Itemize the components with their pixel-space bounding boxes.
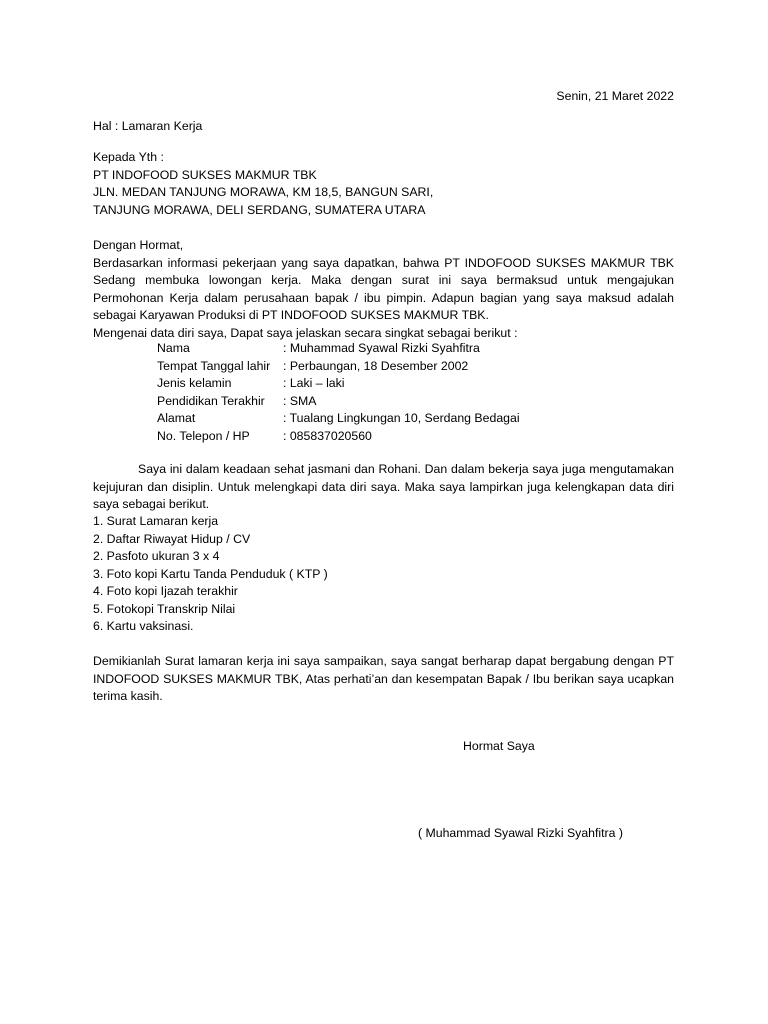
bio-value: : Perbaungan, 18 Desember 2002: [283, 358, 469, 373]
recipient-address-line-2: TANJUNG MORAWA, DELI SERDANG, SUMATERA UTARA: [93, 202, 426, 217]
intro-paragraph: [93, 255, 674, 325]
salutation: Dengan Hormat,: [93, 238, 184, 252]
bio-row: [157, 410, 607, 428]
attachment-item: 2. Daftar Riwayat Hidup / CV: [93, 531, 251, 546]
bio-label: Pendidikan Terakhir: [157, 393, 265, 408]
recipient-address-line-1: JLN. MEDAN TANJUNG MORAWA, KM 18,5, BANGUN SARI,: [93, 185, 434, 199]
intro-text-after: di PT INDOFOOD SUKSES MAKMUR TBK.: [245, 308, 489, 322]
bio-row: [157, 340, 607, 358]
bio-label: Alamat: [157, 411, 196, 425]
bio-value: : Laki – laki: [283, 376, 345, 390]
attachment-list: [93, 513, 674, 636]
bio-table: [157, 340, 607, 445]
bio-value: : SMA: [283, 393, 317, 408]
attachment-item: 6. Kartu vaksinasi.: [93, 619, 194, 633]
health-paragraph: Saya ini dalam keadaan sehat jasmani dan Rohani. Dan dalam bekerja saya juga mengutamakan kejujuran dan disiplin. Untuk melengkapi data diri saya. Maka saya lampirkan juga kelengkapan data diri saya sebagai berikut.: [93, 462, 674, 511]
recipient-block: [93, 149, 674, 219]
attachment-item: 2. Pasfoto ukuran 3 x 4: [93, 549, 220, 563]
bio-row: [157, 375, 607, 393]
letter-subject: Hal : Lamaran Kerja: [93, 119, 203, 133]
bio-intro: Mengenai data diri saya, Dapat saya jelaskan secara singkat sebagai berikut :: [93, 325, 518, 340]
bio-row: [157, 428, 607, 446]
bio-row: [157, 393, 607, 411]
letter-body-intro: [93, 237, 674, 342]
attachment-item: 3. Foto kopi Kartu Tanda Penduduk ( KTP ): [93, 566, 328, 581]
bio-label: Tempat Tanggal lahir: [157, 358, 271, 373]
recipient-greeting: Kepada Yth :: [93, 150, 164, 164]
bio-label: No. Telepon / HP: [157, 428, 250, 443]
bio-value: : Tualang Lingkungan 10, Serdang Bedagai: [283, 411, 520, 425]
attachment-item: 4. Foto kopi Ijazah terakhir: [93, 584, 238, 598]
bio-label: Jenis kelamin: [157, 376, 232, 390]
signoff: Hormat Saya: [463, 739, 535, 753]
bio-row: [157, 358, 607, 376]
applied-position: Karyawan Produksi: [139, 308, 246, 322]
attachment-item: 5. Fotokopi Transkrip Nilai: [93, 601, 236, 616]
letter-date: Senin, 21 Maret 2022: [556, 89, 674, 103]
closing-paragraph: Demikianlah Surat lamaran kerja ini saya sampaikan, saya sangat berharap dapat bergabung dengan PT INDOFOOD SUKSES MAKMUR TBK, Atas perhati’an dan kesempatan Bapak / Ibu berikan saya ucapkan terima kasih.: [93, 654, 674, 703]
bio-label: Nama: [157, 341, 190, 355]
bio-value: : 085837020560: [283, 428, 372, 443]
signature-name: ( Muhammad Syawal Rizki Syahfitra ): [418, 826, 624, 840]
intro-text-before: Berdasarkan informasi pekerjaan yang saya dapatkan, bahwa PT INDOFOOD SUKSES MAKMUR TBK Sedang membuka lowongan kerja. Maka dengan surat ini saya bermaksud untuk mengajukan Permohonan Kerja dalam perusahaan bapak / ibu pimpin. Adapun bagian yang saya maksud adalah sebagai: [93, 255, 674, 322]
recipient-company: PT INDOFOOD SUKSES MAKMUR TBK: [93, 167, 317, 182]
bio-value: : Muhammad Syawal Rizki Syahfitra: [283, 341, 480, 355]
attachment-item: 1. Surat Lamaran kerja: [93, 514, 219, 528]
